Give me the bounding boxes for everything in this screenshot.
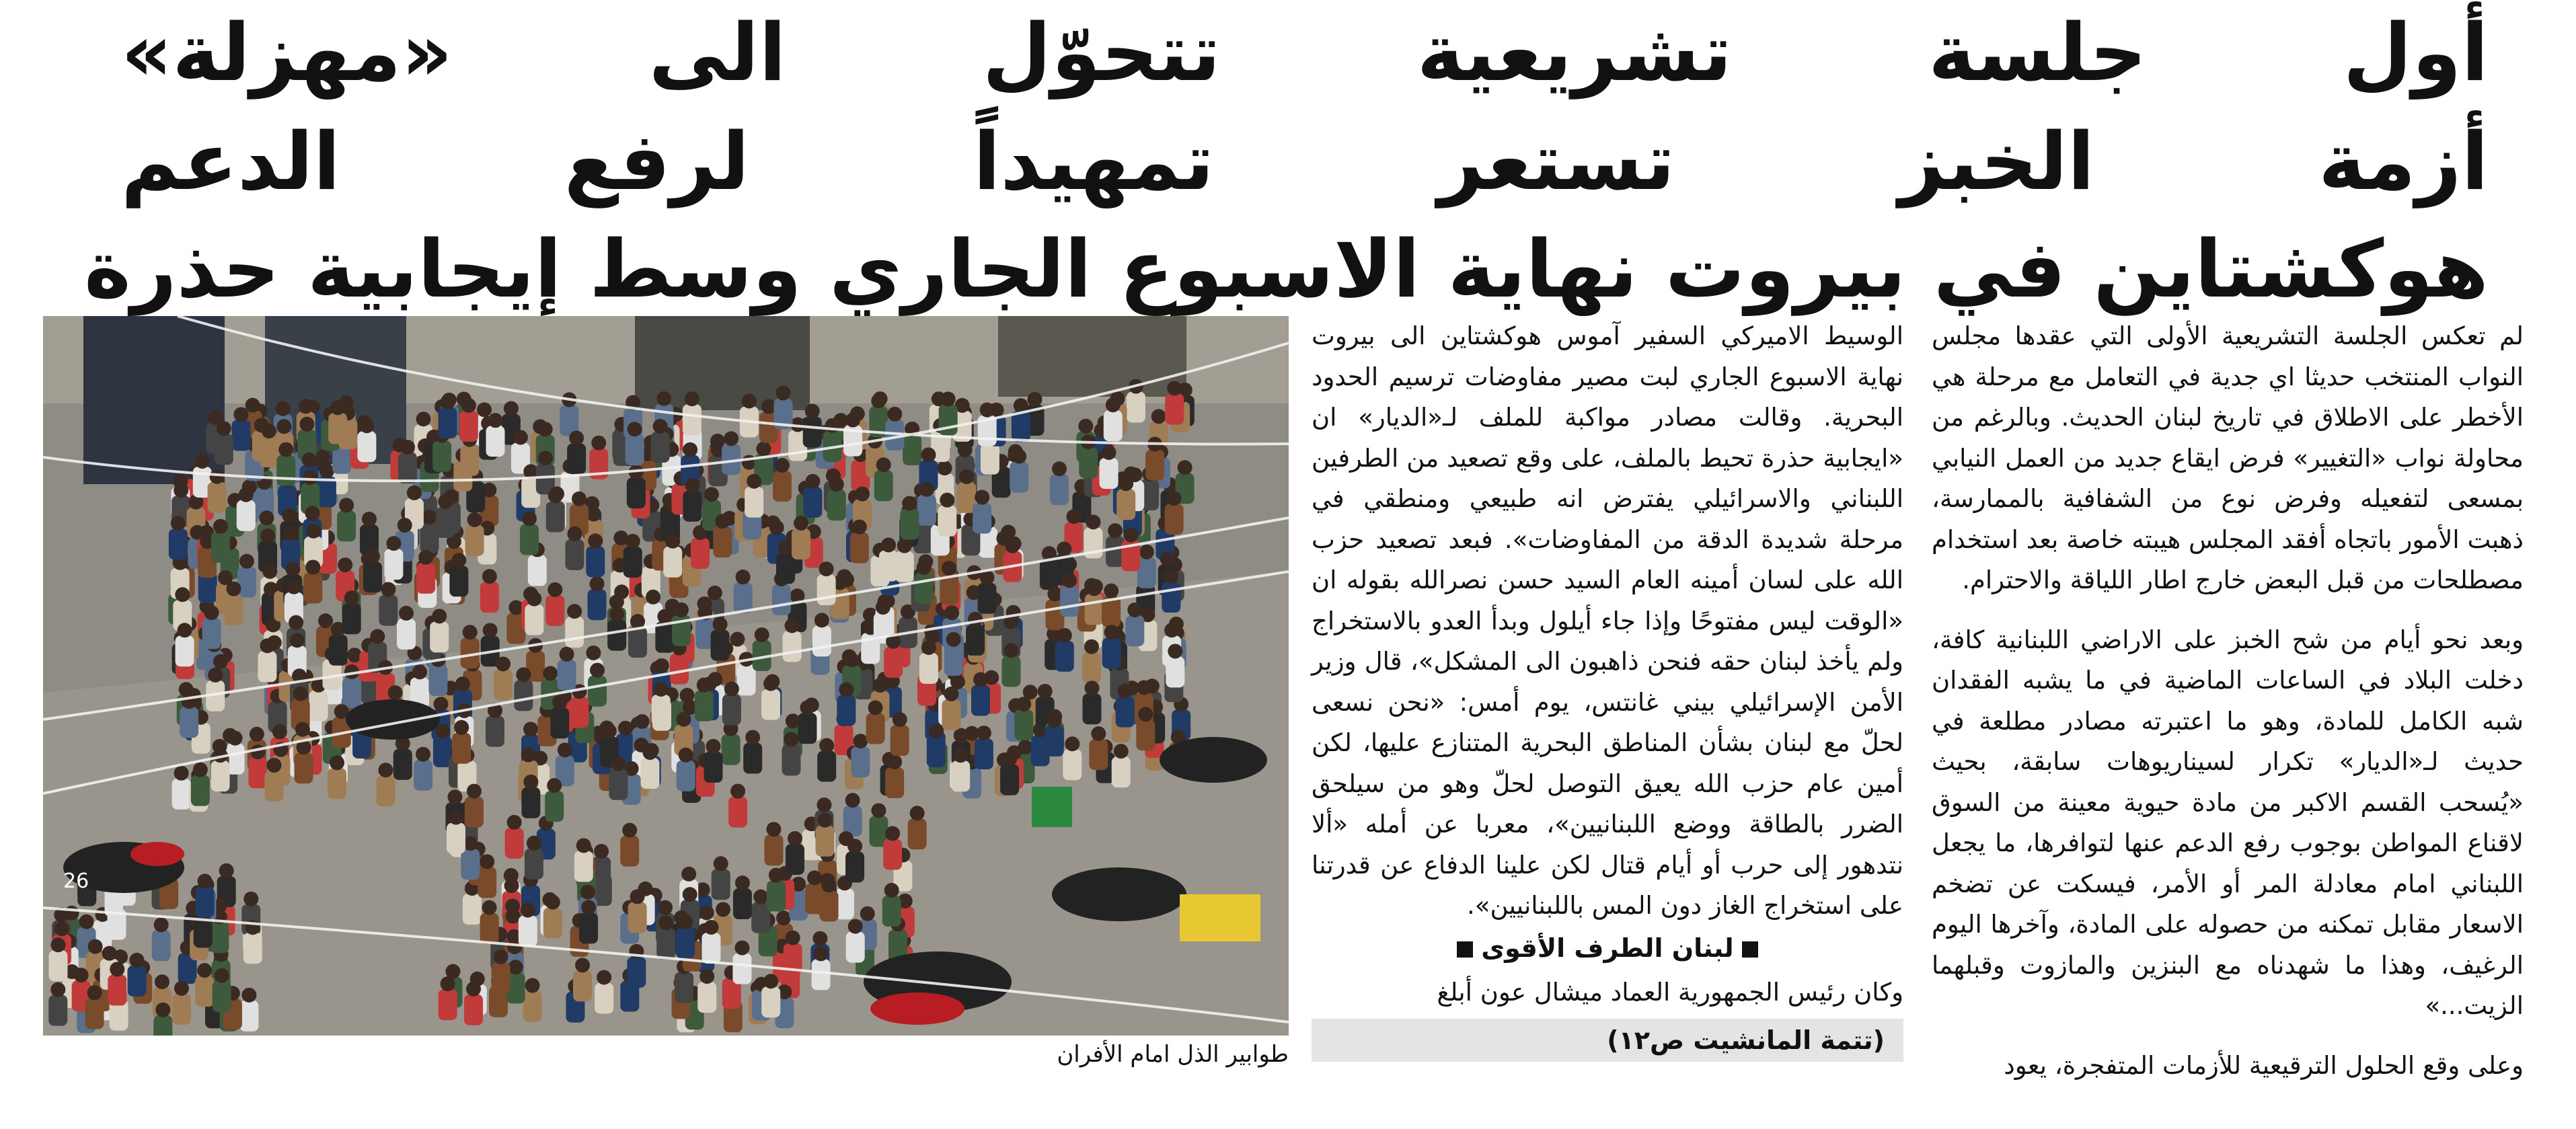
jersey-number: 26 [63, 869, 89, 893]
square-bullet-icon [1742, 941, 1758, 958]
article-paragraph: الوسيط الاميركي السفير آموس هوكشتاين الى بيروت نهاية الاسبوع الجاري لبت مصير مفاوضات ترسيم الحدود البحرية. وقالت مصادر مواكبة للملف لـ«الديار» ان «ايجابية حذرة تحيط بالملف، على وقع تصعيد من الطرفين اللبناني والاسرائيلي يفترض انه طبيعي ومنطقي في مرحلة شديدة الدقة من المفاوضات». فبعد تصعيد حزب الله على لسان أمينه العام السيد حسن نصرالله بقوله ان «الوقت ليس مفتوحًا وإذا جاء أيلول وبدأ العدو بالاستخراج ولم يأخذ لبنان حقه فنحن ذاهبون الى المشكل»، قال وزير الأمن الإسرائيلي بيني غانتس، يوم أمس: «نحن نسعى لحلّ مع لبنان بشأن المناطق البحرية المتنازع عليها، لكن أمين عام حزب الله يعيق التوصل لحلّ وهو من سيلحق الضرر بالطاقة ووضع اللبنانيين»، معربا عن أمله «ألا نتدهور إلى حرب أو أيام قتال لكن علينا الدفاع عن قدرتنا على استخراج الغاز دون المس باللبنانيين». [1312, 321, 1903, 920]
square-bullet-icon [1457, 941, 1473, 958]
continued-note: (تتمة المانشيت ص١٢) [1312, 1019, 1903, 1062]
bakery-queue-photo [43, 316, 1289, 1036]
article-column-right [1932, 316, 2524, 1086]
article-paragraph: وبعد نحو أيام من شح الخبز على الاراضي اللبنانية كافة، دخلت البلاد في الساعات الماضية في ما يشبه الفقدان شبه الكامل للمادة، وهو ما اعتبرته مصادر مطلعة في حديث لـ«الديار» تكرار لسيناريوهات سابقة، بحيث «يُسحب القسم الاكبر من مادة حيوية معينة من السوق لاقناع المواطن بوجوب رفع الدعم عنها لتوافرها، ما يجعل اللبناني امام معادلة المر أو الأمر، فيسكت عن تضخم الاسعار مقابل تمكنه من حصوله على المادة، وآخرها اليوم الرغيف، وهذا ما شهدناه مع البنزين والمازوت وقبلهما الزيت...» [1932, 625, 2524, 1020]
article-column-middle [1312, 316, 1903, 1062]
article-paragraph: وكان رئيس الجمهورية العماد ميشال عون أبلغ [1437, 978, 1903, 1007]
headline-1: أول جلسة تشريعية تتحوّل الى «مهزلة» [121, 6, 2489, 99]
section-subhead [1312, 928, 1903, 969]
subhead-text: لبنان الطرف الأقوى [1481, 933, 1734, 963]
article-paragraph: وعلى وقع الحلول الترقيعية للأزمات المتفجرة، يعود [2004, 1050, 2524, 1080]
headline-2: أزمة الخبز تستعر تمهيداً لرفع الدعم [121, 115, 2489, 208]
headline-3: هوكشتاين في بيروت نهاية الاسبوع الجاري وسط إيجابية حذرة [84, 223, 2489, 315]
article-paragraph: لم تعكس الجلسة التشريعية الأولى التي عقدها مجلس النواب المنتخب حديثا اي جدية في التعامل مع مرحلة هي الأخطر على الاطلاق في تاريخ لبنان الحديث. وبالرغم من محاولة نواب «التغيير» فرض ايقاع جديد من العمل النيابي بمسعى لتفعيله وفرض نوع من الشفافية بالممارسة، ذهبت الأمور باتجاه أفقد المجلس هيبته خاصة بعد استخدام مصطلحات من قبل البعض خارج اطار اللياقة والاحترام. [1932, 321, 2524, 594]
photo-caption: طوابير الذل امام الأفران [1057, 1041, 1289, 1068]
